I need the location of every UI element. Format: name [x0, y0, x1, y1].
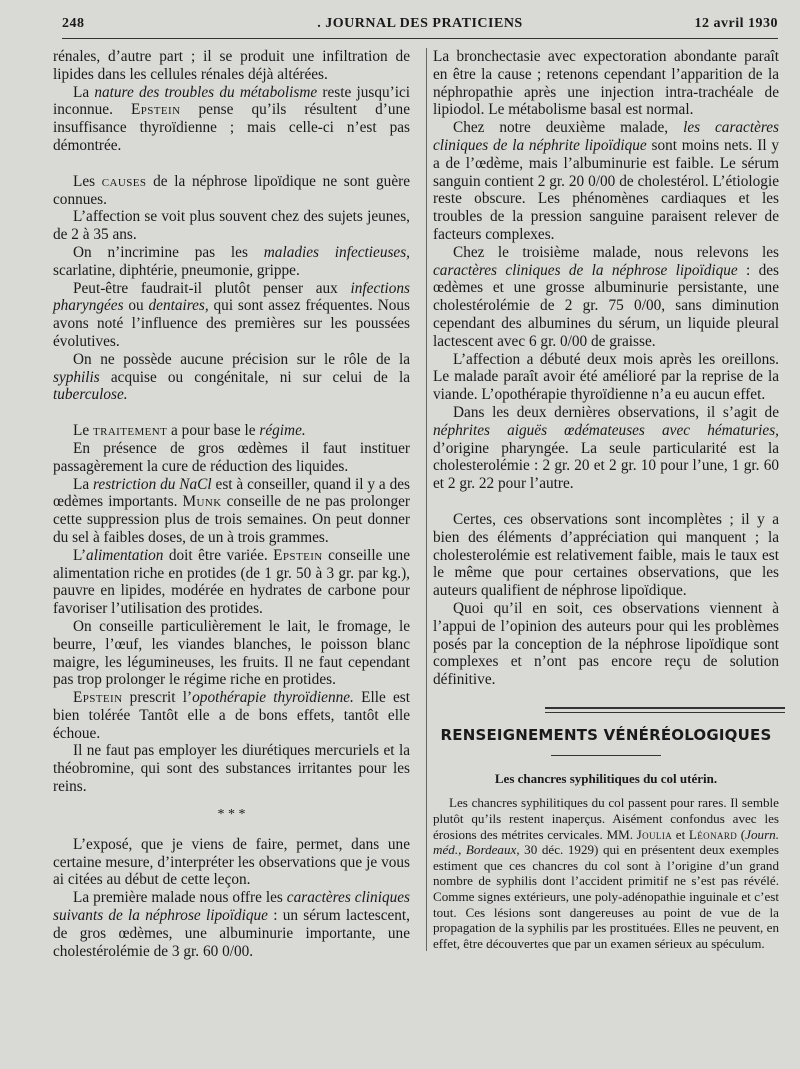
paragraph: L’alimentation doit être variée. Epstein conseille une alimentation riche en protides (de 1 gr. 50 à 3 gr. par kg.), pauvre en lipides, modérée en hydrates de carbone pour favoriser l’utilisation des protides.	[53, 546, 410, 618]
journal-title: . JOURNAL DES PRATICIENS	[317, 16, 523, 31]
paragraph: rénales, d’autre part ; il se produit une infiltration de lipides dans les cellules rénales déjà altérées.	[53, 48, 410, 83]
paragraph: L’exposé, que je viens de faire, permet, dans une certaine mesure, d’interpréter les observations que je vous ai citées au début de cette leçon.	[53, 835, 410, 889]
section-separator-stars: * * *	[217, 806, 246, 822]
section-title: RENSEIGNEMENTS VÉNÉRÉOLOGIQUES	[440, 725, 772, 744]
paragraph: Les chancres syphilitiques du col passent pour rares. Il semble plutôt qu’ils restent inaperçus. Aisément confondus avec les érosions des métrites cervicales. MM. Joulia et Léonard (Journ. méd., Bordeaux, 30 déc. 1929) qui en présentent deux exemples estiment que ces chancres du col sont à l’origine d’un grand nombre de syphilis dont l’accident primitif ne s’est pas révélé. Comme signes extérieurs, une poly-adénopathie inguinale et c’est tout. Ces lésions sont dangereuses au point de vue de la propagation de la syphilis par les prostituées. Elles ne peuvent, en effet, être découvertes que par un examen sérieux au spéculum.	[433, 795, 779, 951]
paragraph: Dans les deux dernières observations, il s’agit de néphrites aiguës œdémateuses avec hématuries, d’origine pharyngée. La seule particularité est la cholesterolémie : 2 gr. 20 et 2 gr. 10 pour l’une, 1 gr. 60 et 2 gr. 22 pour l’autre.	[433, 403, 779, 493]
small-print-article	[433, 795, 779, 951]
paragraph: Chez notre deuxième malade, les caractères cliniques de la néphrite lipoïdique sont moins nets. Il y a de l’œdème, mais l’albuminurie est faible. Le sérum sanguin contient 2 gr. 20 0/00 de cholestérol. L’étiologie reste obscure. Les phénomènes cardiaques et les troubles de la pression sanguine paraisent relever de facteurs complexes.	[433, 119, 780, 243]
page-header	[62, 14, 778, 39]
paragraph: Les causes de la néphrose lipoïdique ne sont guère connues.	[53, 172, 410, 208]
paragraph: Il ne faut pas employer les diurétiques mercuriels et la théobromine, qui sont des substances irritantes pour les reins.	[53, 742, 410, 796]
paragraph: On n’incrimine pas les maladies infectieuses, scarlatine, diphtérie, pneumonie, grippe.	[53, 243, 410, 279]
subsection-title: Les chancres syphilitiques du col utérin.	[494, 770, 718, 786]
paragraph: Certes, ces observations sont incomplètes ; il y a bien des éléments d’appréciation qui manquent ; la cholesterolémie est relativement faible, mais le taux est le même que pour certaines observations, que les auteurs qualifient de néphrose lipoïdique.	[433, 510, 779, 600]
page-number: 248	[62, 16, 85, 31]
paragraph: Quoi qu’il en soit, ces observations viennent à l’appui de l’opinion des auteurs pour qui les problèmes posés par la conception de la néphrose lipoïdique sont complexes et n’ont pas encore reçu de solution définitive.	[433, 599, 779, 689]
paragraph: La bronchectasie avec expectoration abondante paraît en être la cause ; retenons cependant l’apparition de la néphropathie après une injection intra-trachéale de lipiodol. Le métabolisme basal est normal.	[433, 48, 779, 119]
short-rule	[551, 755, 661, 756]
paragraph: L’affection se voit plus souvent chez des sujets jeunes, de 2 à 35 ans.	[53, 208, 410, 244]
paragraph: La restriction du NaCl est à conseiller, quand il y a des œdèmes importants. Munk conseille de ne pas prolonger cette suppression plus de trois semaines. On peut donner du sel à faibles doses, de un à trois grammes.	[53, 475, 411, 546]
paragraph: En présence de gros œdèmes il faut instituer passagèrement la cure de réduction des liquides.	[53, 439, 410, 475]
paragraph: L’affection a débuté deux mois après les oreillons. Le malade paraît avoir été amélioré par la reprise de la viande. L’opothérapie thyroïdienne n’a eu aucun effet.	[433, 350, 779, 404]
paragraph: Le traitement a pour base le régime.	[73, 422, 306, 440]
paragraph: Epstein prescrit l’opothérapie thyroïdienne. Elle est bien tolérée Tantôt elle a de bons effets, tantôt elle échoue.	[53, 689, 410, 742]
paragraph: Chez le troisième malade, nous relevons les caractères cliniques de la néphrose lipoïdique : des œdèmes et une grosse albuminurie persistante, une cholestérolémie de 2 gr. 75 0/00, sans diminution cependant des albumines du sérum, un liquide pleural lactescent avec 6 gr. 0/00 de graisse.	[433, 243, 779, 350]
paragraph: La première malade nous offre les caractères cliniques suivants de la néphrose lipoïdique : un sérum lactescent, de gros œdèmes, une albuminurie importante, une cholestérolémie de 3 gr. 60 0/00.	[53, 889, 410, 960]
paragraph: Peut-être faudrait-il plutôt penser aux infections pharyngées ou dentaires, qui sont assez fréquentes. Nous avons noté l’influence des premières sur les poussées évolutives.	[53, 279, 410, 350]
paragraph: On ne possède aucune précision sur le rôle de la syphilis acquise ou congénitale, ni sur celui de la tuberculose.	[53, 350, 410, 404]
paragraph: La nature des troubles du métabolisme reste jusqu’ici inconnue. Epstein pense qu’ils résultent d’une insuffisance thyroïdienne ; mais celle-ci n’est pas démontrée.	[53, 83, 411, 154]
paragraph: On conseille particulièrement le lait, le fromage, le beurre, l’œuf, les viandes blanches, le poisson blanc maigre, les légumineuses, les fruits. Il ne faut cependant pas trop prolonger le régime riche en protides.	[53, 617, 410, 689]
double-rule-divider	[545, 707, 785, 713]
right-column	[426, 48, 779, 951]
issue-date: 12 avril 1930	[694, 16, 778, 31]
left-column	[53, 48, 410, 960]
